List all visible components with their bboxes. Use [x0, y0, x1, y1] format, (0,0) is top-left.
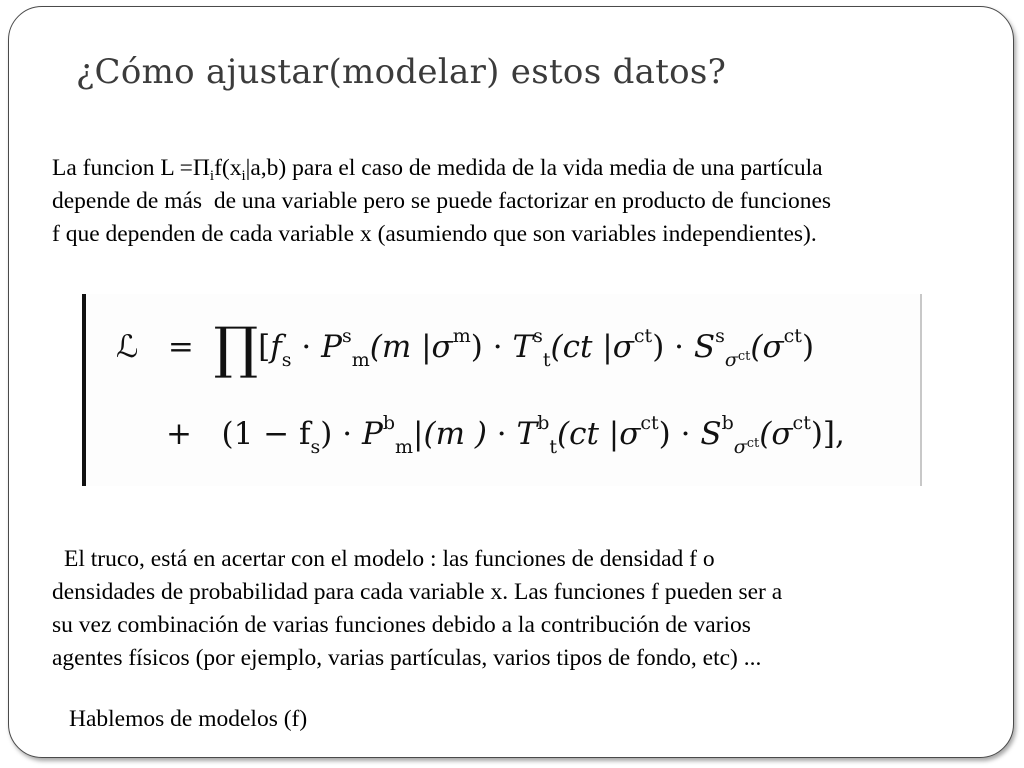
equation-line-2: + $(1 - f_s) \cdot P^b_m|(m$ ) · $T^b_t(ct$ $|\sigma^{ct}) \cdot S^b_{\sigma^{ct}}(\sigma^{ct})$], [166, 412, 845, 458]
model-line-3: su vez combinación de varias funciones debido a la contribución de varios [52, 612, 751, 638]
model-paragraph [52, 543, 952, 675]
slide-title: ¿Cómo ajustar(modelar) estos datos? [76, 52, 727, 92]
intro-line-3: f que dependen de cada variable x (asumiendo que son variables independientes). [52, 221, 817, 247]
model-line-2: densidades de probabilidad para cada variable x. Las funciones f pueden ser a [52, 579, 783, 605]
closing-line: Hablemos de modelos (f) [69, 706, 308, 732]
likelihood-equation [82, 294, 922, 486]
model-line-1: El truco, está en acertar con el modelo : las funciones de densidad f o [64, 546, 715, 572]
product-symbol: ∏ [213, 316, 259, 381]
intro-line-1: La funcion $L =\Pi_if(x_i|a,b)$ para el caso de medida de la vida media de una partícula [52, 155, 823, 184]
intro-paragraph [52, 152, 1002, 251]
equals-sign: = [167, 329, 194, 365]
model-line-4: agentes físicos (por ejemplo, varias partículas, varios tipos de fondo, etc) ... [52, 645, 762, 671]
intro-line-2: depende de más de una variable pero se puede factorizar en producto de funciones [52, 188, 832, 214]
likelihood-symbol: ℒ [116, 329, 139, 365]
equation-line-1: ℒ = $\prod[f_s \cdot P^s_m(m$ $|\sigma^m) \cdot T^s_t(ct$ $|\sigma^{ct}) \cdot S^s_{\sigma^{ct}}(\sigma^{ct})$ [116, 316, 815, 381]
